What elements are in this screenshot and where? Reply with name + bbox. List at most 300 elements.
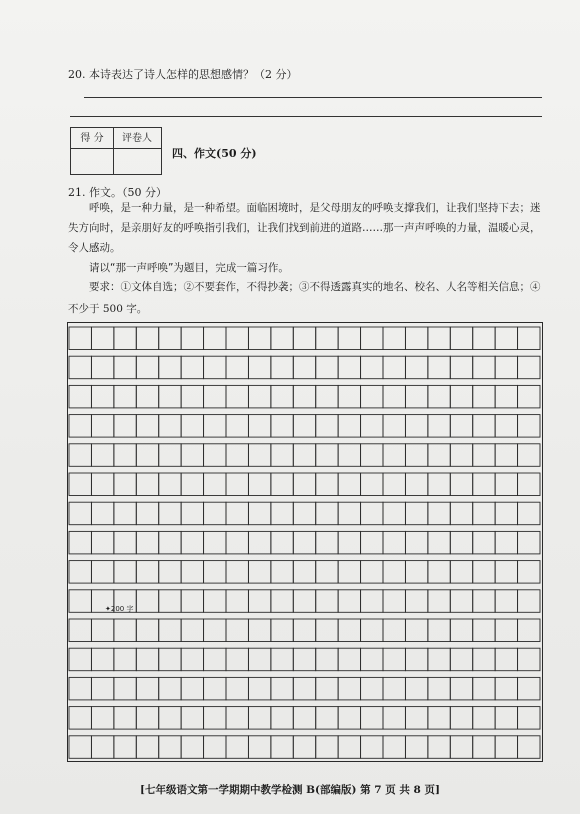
grid-cell[interactable] xyxy=(518,415,540,438)
grid-cell[interactable] xyxy=(204,531,226,554)
grid-cell[interactable] xyxy=(248,502,270,525)
grid-cell[interactable] xyxy=(114,502,136,525)
grid-cell[interactable] xyxy=(114,327,136,350)
grid-cell[interactable] xyxy=(518,619,540,642)
grid-cell[interactable] xyxy=(271,677,293,700)
grid-cell[interactable] xyxy=(69,385,91,408)
grid-cell[interactable] xyxy=(518,736,540,759)
grid-cell[interactable] xyxy=(91,473,113,496)
grid-cell[interactable] xyxy=(204,327,226,350)
grid-cell[interactable] xyxy=(383,677,405,700)
grid-cell[interactable] xyxy=(405,444,427,467)
grid-cell[interactable] xyxy=(428,385,450,408)
grid-cell[interactable] xyxy=(204,385,226,408)
grid-cell[interactable] xyxy=(114,619,136,642)
grid-cell[interactable] xyxy=(271,385,293,408)
grid-cell[interactable] xyxy=(248,473,270,496)
grid-cell[interactable] xyxy=(361,590,383,613)
grid-cell[interactable] xyxy=(405,327,427,350)
grid-cell[interactable] xyxy=(91,561,113,584)
grid-cell[interactable] xyxy=(91,619,113,642)
grid-cell[interactable] xyxy=(473,531,495,554)
grid-cell[interactable] xyxy=(181,356,203,379)
grid-cell[interactable] xyxy=(473,502,495,525)
grid-cell[interactable] xyxy=(450,648,472,671)
grid-cell[interactable] xyxy=(473,677,495,700)
grid-cell[interactable] xyxy=(383,444,405,467)
grid-cell[interactable] xyxy=(114,473,136,496)
grid-cell[interactable] xyxy=(338,502,360,525)
grid-cell[interactable] xyxy=(316,356,338,379)
grid-cell[interactable] xyxy=(136,619,158,642)
grid-cell[interactable] xyxy=(338,677,360,700)
grid-cell[interactable] xyxy=(91,648,113,671)
grid-cell[interactable] xyxy=(428,736,450,759)
grid-cell[interactable] xyxy=(69,415,91,438)
grid-cell[interactable] xyxy=(69,356,91,379)
grid-cell[interactable] xyxy=(248,648,270,671)
grid-cell[interactable] xyxy=(495,502,517,525)
grid-cell[interactable] xyxy=(405,707,427,730)
grid-cell[interactable] xyxy=(338,356,360,379)
grid-cell[interactable] xyxy=(338,415,360,438)
grid-cell[interactable] xyxy=(181,473,203,496)
grid-cell[interactable] xyxy=(383,415,405,438)
grid-cell[interactable] xyxy=(316,590,338,613)
grid-cell[interactable] xyxy=(473,473,495,496)
grid-cell[interactable] xyxy=(383,736,405,759)
grid-cell[interactable] xyxy=(204,473,226,496)
grid-cell[interactable] xyxy=(293,502,315,525)
grid-cell[interactable] xyxy=(226,415,248,438)
grid-cell[interactable] xyxy=(226,327,248,350)
grid-cell[interactable] xyxy=(405,736,427,759)
grid-cell[interactable] xyxy=(293,444,315,467)
grid-cell[interactable] xyxy=(450,415,472,438)
grid-cell[interactable] xyxy=(518,648,540,671)
grid-cell[interactable] xyxy=(248,561,270,584)
grid-cell[interactable] xyxy=(248,707,270,730)
grid-cell[interactable] xyxy=(226,502,248,525)
grid-cell[interactable] xyxy=(405,415,427,438)
grid-cell[interactable] xyxy=(405,561,427,584)
grid-cell[interactable] xyxy=(136,356,158,379)
grid-cell[interactable] xyxy=(159,473,181,496)
grid-cell[interactable] xyxy=(136,473,158,496)
grid-cell[interactable] xyxy=(69,648,91,671)
grid-cell[interactable] xyxy=(91,502,113,525)
grid-cell[interactable] xyxy=(204,736,226,759)
grid-cell[interactable] xyxy=(69,707,91,730)
grid-cell[interactable] xyxy=(338,590,360,613)
grid-cell[interactable] xyxy=(293,327,315,350)
grid-cell[interactable] xyxy=(518,531,540,554)
grid-cell[interactable] xyxy=(450,444,472,467)
grid-cell[interactable] xyxy=(91,707,113,730)
grid-cell[interactable] xyxy=(450,561,472,584)
grid-cell[interactable] xyxy=(114,736,136,759)
grid-cell[interactable] xyxy=(293,415,315,438)
grid-cell[interactable] xyxy=(114,707,136,730)
grid-cell[interactable] xyxy=(293,619,315,642)
grid-cell[interactable] xyxy=(271,590,293,613)
grid-cell[interactable] xyxy=(405,619,427,642)
grid-cell[interactable] xyxy=(473,327,495,350)
grid-cell[interactable] xyxy=(338,707,360,730)
writing-grid[interactable] xyxy=(67,322,543,762)
grid-cell[interactable] xyxy=(473,415,495,438)
grid-cell[interactable] xyxy=(226,619,248,642)
grid-cell[interactable] xyxy=(316,648,338,671)
grid-cell[interactable] xyxy=(338,561,360,584)
grid-cell[interactable] xyxy=(114,648,136,671)
grid-cell[interactable] xyxy=(450,356,472,379)
grid-cell[interactable] xyxy=(293,356,315,379)
grid-cell[interactable] xyxy=(69,531,91,554)
grid-cell[interactable] xyxy=(383,531,405,554)
grid-cell[interactable] xyxy=(495,356,517,379)
grid-cell[interactable] xyxy=(495,648,517,671)
grid-cell[interactable] xyxy=(495,531,517,554)
grid-cell[interactable] xyxy=(450,327,472,350)
grid-cell[interactable] xyxy=(248,531,270,554)
grid-cell[interactable] xyxy=(136,444,158,467)
grid-cell[interactable] xyxy=(271,473,293,496)
grid-cell[interactable] xyxy=(495,561,517,584)
grid-cell[interactable] xyxy=(405,648,427,671)
grid-cell[interactable] xyxy=(181,707,203,730)
grid-cell[interactable] xyxy=(383,327,405,350)
grid-cell[interactable] xyxy=(159,648,181,671)
grid-cell[interactable] xyxy=(159,385,181,408)
grid-cell[interactable] xyxy=(248,677,270,700)
grid-cell[interactable] xyxy=(114,415,136,438)
grid-cell[interactable] xyxy=(136,531,158,554)
grid-cell[interactable] xyxy=(226,707,248,730)
grid-cell[interactable] xyxy=(69,327,91,350)
grid-cell[interactable] xyxy=(428,327,450,350)
grid-cell[interactable] xyxy=(316,415,338,438)
grid-cell[interactable] xyxy=(361,619,383,642)
grid-cell[interactable] xyxy=(248,385,270,408)
grid-cell[interactable] xyxy=(518,502,540,525)
answer-line-1[interactable] xyxy=(84,97,542,98)
grid-cell[interactable] xyxy=(473,619,495,642)
grid-cell[interactable] xyxy=(159,502,181,525)
grid-cell[interactable] xyxy=(271,736,293,759)
grid-cell[interactable] xyxy=(316,385,338,408)
grid-cell[interactable] xyxy=(338,444,360,467)
grid-cell[interactable] xyxy=(248,356,270,379)
grid-cell[interactable] xyxy=(159,444,181,467)
grid-cell[interactable] xyxy=(405,473,427,496)
grid-cell[interactable] xyxy=(204,648,226,671)
grid-cell[interactable] xyxy=(181,385,203,408)
grid-cell[interactable] xyxy=(473,707,495,730)
grid-cell[interactable] xyxy=(204,415,226,438)
grid-cell[interactable] xyxy=(518,677,540,700)
grid-cell[interactable] xyxy=(450,677,472,700)
grid-cell[interactable] xyxy=(69,444,91,467)
grid-cell[interactable] xyxy=(271,707,293,730)
grid-cell[interactable] xyxy=(405,356,427,379)
grid-cell[interactable] xyxy=(181,561,203,584)
grid-cell[interactable] xyxy=(383,590,405,613)
grid-cell[interactable] xyxy=(181,502,203,525)
grid-cell[interactable] xyxy=(450,707,472,730)
grid-cell[interactable] xyxy=(495,444,517,467)
grid-cell[interactable] xyxy=(338,648,360,671)
grid-cell[interactable] xyxy=(338,385,360,408)
grid-cell[interactable] xyxy=(271,561,293,584)
grid-cell[interactable] xyxy=(405,590,427,613)
grid-cell[interactable] xyxy=(495,736,517,759)
grid-cell[interactable] xyxy=(316,444,338,467)
grid-cell[interactable] xyxy=(518,590,540,613)
grid-cell[interactable] xyxy=(271,356,293,379)
grid-cell[interactable] xyxy=(428,707,450,730)
grid-cell[interactable] xyxy=(136,415,158,438)
grid-cell[interactable] xyxy=(428,561,450,584)
grid-cell[interactable] xyxy=(473,648,495,671)
grid-cell[interactable] xyxy=(91,677,113,700)
grid-cell[interactable] xyxy=(181,444,203,467)
grid-cell[interactable] xyxy=(136,736,158,759)
grid-cell[interactable] xyxy=(181,677,203,700)
grid-cell[interactable] xyxy=(181,648,203,671)
grid-cell[interactable] xyxy=(159,327,181,350)
grid-cell[interactable] xyxy=(91,415,113,438)
grid-cell[interactable] xyxy=(204,561,226,584)
grid-cell[interactable] xyxy=(450,619,472,642)
grid-cell[interactable] xyxy=(361,473,383,496)
grid-cell[interactable] xyxy=(293,648,315,671)
grid-cell[interactable] xyxy=(428,619,450,642)
grid-cell[interactable] xyxy=(518,561,540,584)
grid-cell[interactable] xyxy=(226,677,248,700)
grid-cell[interactable] xyxy=(181,619,203,642)
grid-cell[interactable] xyxy=(316,327,338,350)
grid-cell[interactable] xyxy=(226,736,248,759)
grid-cell[interactable] xyxy=(136,707,158,730)
grid-cell[interactable] xyxy=(114,356,136,379)
grid-cell[interactable] xyxy=(495,473,517,496)
grid-cell[interactable] xyxy=(361,502,383,525)
grid-cell[interactable] xyxy=(293,590,315,613)
grid-cell[interactable] xyxy=(361,736,383,759)
grid-cell[interactable] xyxy=(271,327,293,350)
grid-cell[interactable] xyxy=(405,531,427,554)
grid-cell[interactable] xyxy=(316,502,338,525)
grid-cell[interactable] xyxy=(473,590,495,613)
grid-cell[interactable] xyxy=(428,590,450,613)
grid-cell[interactable] xyxy=(226,385,248,408)
grid-cell[interactable] xyxy=(428,444,450,467)
grid-cell[interactable] xyxy=(361,707,383,730)
grid-cell[interactable] xyxy=(361,677,383,700)
grid-cell[interactable] xyxy=(383,356,405,379)
grid-cell[interactable] xyxy=(495,415,517,438)
grid-cell[interactable] xyxy=(114,561,136,584)
grid-cell[interactable] xyxy=(248,736,270,759)
grid-cell[interactable] xyxy=(518,385,540,408)
grid-cell[interactable] xyxy=(450,473,472,496)
grid-cell[interactable] xyxy=(473,385,495,408)
grid-cell[interactable] xyxy=(69,473,91,496)
grid-cell[interactable] xyxy=(69,502,91,525)
grid-cell[interactable] xyxy=(91,531,113,554)
grid-cell[interactable] xyxy=(361,561,383,584)
grid-cell[interactable] xyxy=(204,356,226,379)
grid-cell[interactable] xyxy=(428,531,450,554)
grid-cell[interactable] xyxy=(518,327,540,350)
grid-cell[interactable] xyxy=(226,473,248,496)
grid-cell[interactable] xyxy=(473,356,495,379)
grid-cell[interactable] xyxy=(316,736,338,759)
grid-cell[interactable] xyxy=(518,707,540,730)
grid-cell[interactable] xyxy=(361,648,383,671)
grid-cell[interactable] xyxy=(383,707,405,730)
grid-cell[interactable] xyxy=(316,561,338,584)
grid-cell[interactable] xyxy=(293,473,315,496)
grid-cell[interactable] xyxy=(136,561,158,584)
grid-cell[interactable] xyxy=(495,327,517,350)
grid-cell[interactable] xyxy=(316,473,338,496)
grid-cell[interactable] xyxy=(293,707,315,730)
grid-cell[interactable] xyxy=(361,531,383,554)
grid-cell[interactable] xyxy=(226,561,248,584)
grid-cell[interactable] xyxy=(293,561,315,584)
grid-cell[interactable] xyxy=(316,707,338,730)
grid-cell[interactable] xyxy=(271,502,293,525)
grid-cell[interactable] xyxy=(69,736,91,759)
grid-cell[interactable] xyxy=(316,677,338,700)
grid-cell[interactable] xyxy=(338,619,360,642)
grid-cell[interactable] xyxy=(338,327,360,350)
grid-cell[interactable] xyxy=(383,502,405,525)
grid-cell[interactable] xyxy=(293,385,315,408)
grid-cell[interactable] xyxy=(495,590,517,613)
grid-cell[interactable] xyxy=(204,619,226,642)
grid-cell[interactable] xyxy=(293,531,315,554)
grid-cell[interactable] xyxy=(69,619,91,642)
grid-cell[interactable] xyxy=(136,385,158,408)
grid-cell[interactable] xyxy=(204,590,226,613)
grid-cell[interactable] xyxy=(428,648,450,671)
grid-cell[interactable] xyxy=(159,590,181,613)
grid-cell[interactable] xyxy=(226,444,248,467)
grid-cell[interactable] xyxy=(271,619,293,642)
grid-cell[interactable] xyxy=(91,327,113,350)
grid-cell[interactable] xyxy=(495,619,517,642)
grid-cell[interactable] xyxy=(114,531,136,554)
grid-cell[interactable] xyxy=(450,736,472,759)
grid-cell[interactable] xyxy=(136,677,158,700)
grid-cell[interactable] xyxy=(361,327,383,350)
grid-cell[interactable] xyxy=(69,590,91,613)
grid-cell[interactable] xyxy=(361,415,383,438)
grid-cell[interactable] xyxy=(159,415,181,438)
grid-cell[interactable] xyxy=(338,736,360,759)
grid-cell[interactable] xyxy=(159,356,181,379)
grid-cell[interactable] xyxy=(293,677,315,700)
grid-cell[interactable] xyxy=(204,502,226,525)
grid-cell[interactable] xyxy=(518,356,540,379)
grid-cell[interactable] xyxy=(271,444,293,467)
grid-cell[interactable] xyxy=(248,327,270,350)
grid-cell[interactable] xyxy=(383,561,405,584)
grid-cell[interactable] xyxy=(450,385,472,408)
grid-cell[interactable] xyxy=(91,444,113,467)
grid-cell[interactable] xyxy=(473,561,495,584)
grid-cell[interactable] xyxy=(226,590,248,613)
grid-cell[interactable] xyxy=(114,677,136,700)
grid-cell[interactable] xyxy=(248,415,270,438)
grid-cell[interactable] xyxy=(204,677,226,700)
grid-cell[interactable] xyxy=(518,473,540,496)
grid-cell[interactable] xyxy=(450,502,472,525)
grid-cell[interactable] xyxy=(181,736,203,759)
grid-cell[interactable] xyxy=(204,707,226,730)
grid-cell[interactable] xyxy=(473,736,495,759)
grid-cell[interactable] xyxy=(316,531,338,554)
grid-cell[interactable] xyxy=(495,385,517,408)
grid-cell[interactable] xyxy=(338,531,360,554)
answer-line-2[interactable] xyxy=(70,116,542,117)
grid-cell[interactable] xyxy=(428,677,450,700)
grid-cell[interactable] xyxy=(248,590,270,613)
grid-cell[interactable] xyxy=(159,736,181,759)
grid-cell[interactable] xyxy=(383,648,405,671)
grid-cell[interactable] xyxy=(136,502,158,525)
grid-cell[interactable] xyxy=(159,707,181,730)
grid-cell[interactable] xyxy=(428,502,450,525)
grid-cell[interactable] xyxy=(428,356,450,379)
grid-cell[interactable] xyxy=(361,444,383,467)
grid-cell[interactable] xyxy=(383,473,405,496)
grid-cell[interactable] xyxy=(316,619,338,642)
grid-cell[interactable] xyxy=(114,385,136,408)
grid-cell[interactable] xyxy=(293,736,315,759)
grid-cell[interactable] xyxy=(159,619,181,642)
grid-cell[interactable] xyxy=(226,356,248,379)
grid-cell[interactable] xyxy=(271,531,293,554)
grid-cell[interactable] xyxy=(91,736,113,759)
grid-cell[interactable] xyxy=(181,531,203,554)
grid-cell[interactable] xyxy=(114,444,136,467)
grid-cell[interactable] xyxy=(405,502,427,525)
grid-cell[interactable] xyxy=(428,415,450,438)
grid-cell[interactable] xyxy=(383,619,405,642)
grid-cell[interactable] xyxy=(405,385,427,408)
grid-cell[interactable] xyxy=(450,531,472,554)
grid-cell[interactable] xyxy=(248,619,270,642)
grid-cell[interactable] xyxy=(361,385,383,408)
grid-cell[interactable] xyxy=(383,385,405,408)
grid-cell[interactable] xyxy=(136,327,158,350)
grid-cell[interactable] xyxy=(226,531,248,554)
grid-cell[interactable] xyxy=(226,648,248,671)
grid-cell[interactable] xyxy=(405,677,427,700)
grid-cell[interactable] xyxy=(69,561,91,584)
grid-cell[interactable] xyxy=(450,590,472,613)
grid-cell[interactable] xyxy=(91,385,113,408)
grid-cell[interactable] xyxy=(271,648,293,671)
grid-cell[interactable] xyxy=(518,444,540,467)
grid-cell[interactable] xyxy=(159,531,181,554)
grid-cell[interactable] xyxy=(248,444,270,467)
grid-cell[interactable] xyxy=(271,415,293,438)
